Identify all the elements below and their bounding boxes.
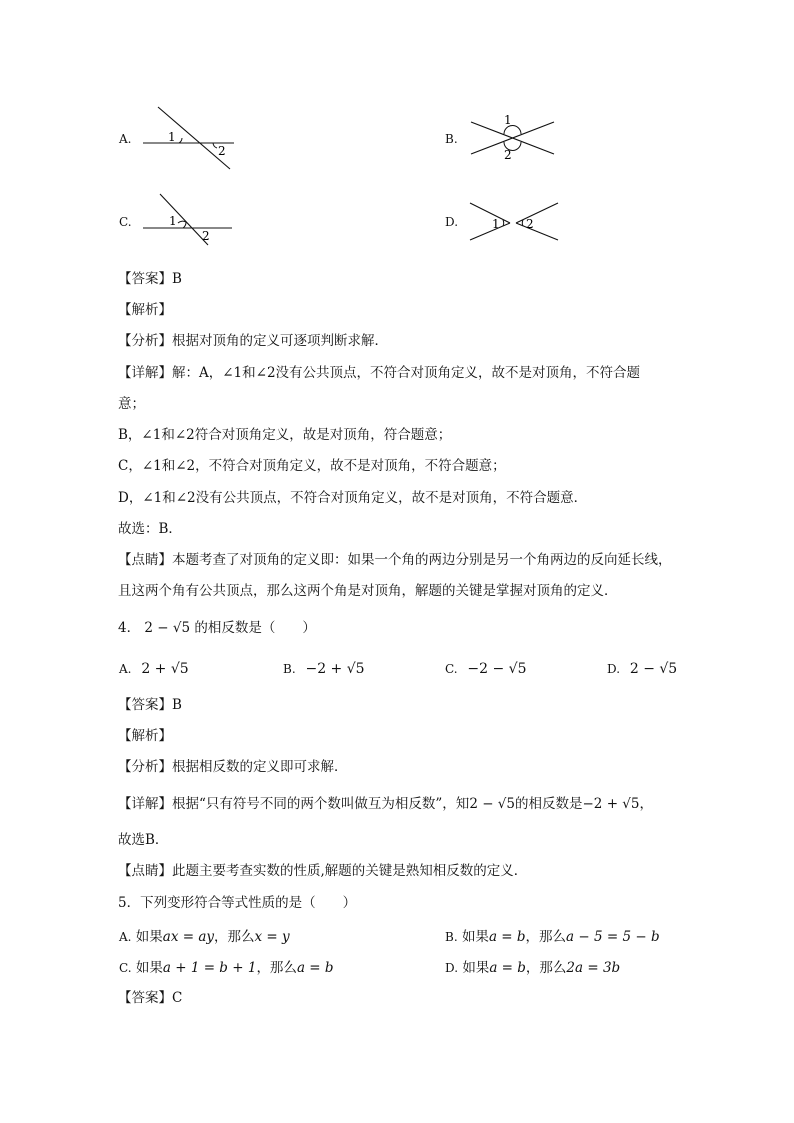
- option-then: ，那么: [525, 929, 567, 945]
- option-condition: a = b: [488, 929, 526, 945]
- option-c-letter: C.: [119, 215, 132, 229]
- q4-stem-text: 的相反数是（ ）: [194, 620, 316, 636]
- q4-analysis-heading: 【解析】: [118, 728, 172, 744]
- option-d-letter: D.: [445, 215, 459, 229]
- option-condition: ax = ay: [162, 929, 215, 945]
- q4-detail-expr2: −2 + √5: [582, 796, 640, 812]
- q4-detail-mid: 的相反数是: [515, 796, 583, 812]
- option-if: 如果: [135, 960, 163, 976]
- option-expression: 2 + √5: [141, 661, 189, 677]
- option-then: ，那么: [214, 929, 255, 945]
- q4-detail-pre: 【详解】根据“只有符号不同的两个数叫做互为相反数”，知: [118, 796, 470, 812]
- option-result: x = y: [254, 929, 290, 945]
- option-letter: D.: [607, 662, 621, 676]
- q5-answer: 【答案】C: [118, 990, 183, 1006]
- option-letter: A.: [119, 662, 132, 676]
- q5-option-a: [119, 925, 290, 945]
- option-letter: B.: [283, 662, 296, 676]
- option-expression: 2 − √5: [629, 661, 678, 677]
- q5-stem: 5．下列变形符合等式性质的是（ ）: [118, 895, 357, 911]
- q4-detail: [118, 795, 653, 813]
- q3-answer: 【答案】B: [118, 271, 182, 287]
- option-if: 如果: [135, 929, 163, 945]
- q3-comment-line2: 且这两个角有公共顶点，那么这两个角是对顶角，解题的关键是掌握对顶角的定义．: [118, 583, 618, 599]
- angle-1-label: 1: [492, 217, 500, 231]
- q5-option-d: [445, 956, 620, 976]
- option-then: ，那么: [256, 960, 297, 976]
- option-letter: B.: [445, 930, 458, 944]
- option-then: ，那么: [525, 960, 567, 976]
- q3-detail-d: D，∠1和∠2没有公共顶点，不符合对顶角定义，故不是对顶角，不符合题意．: [118, 490, 588, 506]
- q4-detail-end: ，: [639, 796, 653, 812]
- angle-2-label: 2: [526, 217, 534, 231]
- option-condition: a = b: [489, 960, 526, 976]
- option-expression: −2 + √5: [305, 661, 365, 677]
- option-result: a − 5 = 5 − b: [566, 929, 660, 945]
- option-letter: A.: [119, 930, 132, 944]
- q4-stem-expression: 2 − √5: [144, 620, 191, 636]
- q3-detail-c: C，∠1和∠2，不符合对顶角定义，故不是对顶角，不符合题意；: [118, 458, 506, 474]
- angle-2-label: 2: [504, 148, 512, 162]
- option-b-letter: B.: [445, 132, 458, 146]
- angle-1-label: 1: [504, 113, 512, 127]
- angle-2-label: 2: [218, 144, 226, 158]
- q4-option-c: [445, 661, 527, 677]
- option-c-figure: [138, 190, 243, 248]
- option-b-figure: [466, 110, 558, 162]
- q4-stem: [118, 619, 316, 637]
- option-result: a = b: [296, 960, 334, 976]
- angle-1-label: 1: [169, 214, 177, 228]
- q5-option-c: [119, 956, 334, 976]
- q4-comment: 【点睛】此题主要考查实数的性质,解题的关键是熟知相反数的定义．: [118, 863, 528, 879]
- option-condition: a + 1 = b + 1: [162, 960, 257, 976]
- option-letter: D.: [445, 961, 459, 975]
- question-number: 4．: [118, 620, 141, 636]
- option-a-letter: A.: [119, 132, 132, 146]
- option-result: 2a = 3b: [566, 960, 621, 976]
- q4-option-b: [283, 661, 365, 677]
- q3-comment-line1: 【点睛】本题考查了对顶角的定义即：如果一个角的两边分别是另一个角两边的反向延长线，: [118, 552, 672, 568]
- q3-detail-line2: 意；: [118, 396, 145, 412]
- q3-detail-b: B，∠1和∠2符合对顶角定义，故是对顶角，符合题意；: [118, 427, 452, 443]
- q3-analysis: 【分析】根据对顶角的定义可逐项判断求解．: [118, 333, 388, 349]
- q3-analysis-heading: 【解析】: [118, 302, 172, 318]
- q4-analysis: 【分析】根据相反数的定义即可求解．: [118, 759, 348, 775]
- option-letter: C.: [119, 961, 132, 975]
- q4-option-a: [119, 661, 189, 677]
- q4-choice: 故选B．: [118, 832, 169, 848]
- angle-1-label: 1: [168, 130, 176, 144]
- option-d-figure: [466, 196, 562, 244]
- q4-detail-expr1: 2 − √5: [469, 796, 515, 812]
- option-if: 如果: [461, 929, 489, 945]
- option-letter: C.: [445, 662, 458, 676]
- option-a-figure: [138, 102, 243, 174]
- q3-choice: 故选：B．: [118, 521, 182, 537]
- option-expression: −2 − √5: [467, 661, 527, 677]
- q4-answer: 【答案】B: [118, 697, 182, 713]
- q5-option-b: [445, 925, 660, 945]
- q3-detail-line1: 【详解】解：A，∠1和∠2没有公共顶点，不符合对顶角定义，故不是对顶角，不符合题: [118, 365, 641, 381]
- option-if: 如果: [462, 960, 490, 976]
- q4-option-d: [607, 661, 677, 677]
- angle-2-label: 2: [202, 229, 210, 243]
